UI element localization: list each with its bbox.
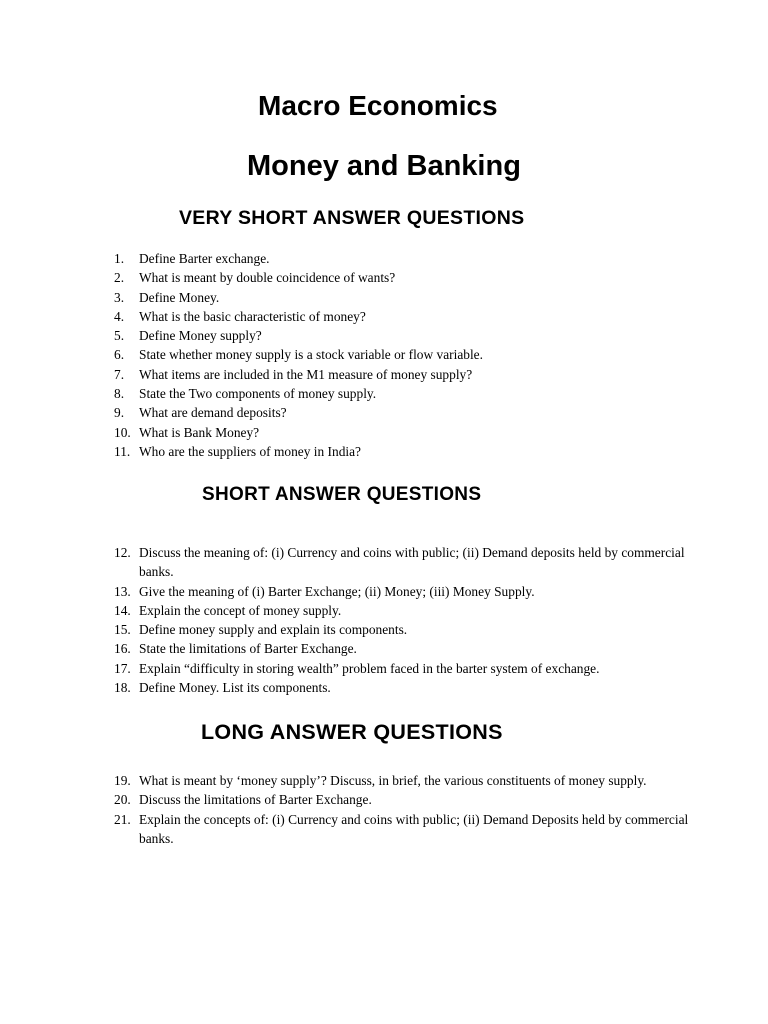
question-number: 12.: [114, 545, 131, 560]
question-item: [114, 678, 694, 697]
question-number: 1.: [114, 251, 125, 266]
question-number: 9.: [114, 405, 125, 421]
question-list-very-short: [114, 249, 694, 461]
question-item: [114, 345, 694, 364]
question-item: [114, 582, 694, 601]
question-number: 21.: [114, 811, 131, 827]
question-text: Define Money supply?: [139, 328, 262, 344]
question-list-short: [114, 543, 694, 697]
question-number: 16.: [114, 641, 131, 657]
question-item: [114, 620, 694, 639]
document-subtitle: Money and Banking: [247, 150, 521, 182]
question-number: 2.: [114, 270, 125, 286]
question-item: [114, 659, 694, 678]
question-number: 18.: [114, 680, 131, 696]
question-text: State the Two components of money supply.: [139, 386, 377, 402]
question-number: 5.: [114, 328, 125, 344]
question-item: [114, 403, 694, 422]
question-text: Define money supply and explain its components.: [139, 622, 408, 638]
question-number: 19.: [114, 773, 131, 788]
section-heading-long: LONG ANSWER QUESTIONS: [201, 720, 503, 744]
question-item: [114, 771, 694, 790]
question-number: 15.: [114, 622, 131, 638]
question-text: What is the basic characteristic of money?: [139, 308, 366, 324]
question-text: What is meant by ‘money supply’? Discuss, in brief, the various constituents of money supply.: [139, 773, 647, 788]
question-number: 6.: [114, 347, 125, 363]
question-item: [114, 268, 694, 287]
question-number: 17.: [114, 660, 131, 676]
question-text: Give the meaning of (i) Barter Exchange; (ii) Money; (iii) Money Supply.: [139, 583, 535, 599]
question-number: 3.: [114, 289, 125, 305]
question-item: [114, 326, 694, 345]
question-item: [114, 365, 694, 384]
question-item: [114, 384, 694, 403]
question-number: 20.: [114, 792, 131, 808]
question-number: 4.: [114, 308, 125, 324]
question-item: [114, 543, 694, 582]
question-text: What are demand deposits?: [139, 405, 287, 421]
question-number: 14.: [114, 602, 131, 618]
question-text: Explain the concepts of: (i) Currency and coins with public; (ii) Demand Deposits held by commercial banks.: [139, 811, 689, 846]
question-text: State the limitations of Barter Exchange.: [139, 641, 357, 657]
section-heading-short: SHORT ANSWER QUESTIONS: [202, 484, 482, 505]
question-item: [114, 288, 694, 307]
question-number: 7.: [114, 366, 125, 382]
question-list-long: [114, 771, 694, 848]
question-number: 10.: [114, 424, 131, 440]
question-text: Explain the concept of money supply.: [139, 602, 342, 618]
question-item: [114, 790, 694, 809]
question-number: 8.: [114, 386, 125, 402]
question-text: Who are the suppliers of money in India?: [139, 443, 361, 459]
question-text: Discuss the meaning of: (i) Currency and coins with public; (ii) Demand deposits held by commercial banks.: [139, 545, 685, 580]
question-text: What items are included in the M1 measure of money supply?: [139, 366, 473, 382]
question-item: [114, 249, 694, 268]
question-item: [114, 423, 694, 442]
question-text: State whether money supply is a stock variable or flow variable.: [139, 347, 483, 363]
question-text: Define Money.: [139, 289, 220, 305]
question-text: Discuss the limitations of Barter Exchange.: [139, 792, 372, 808]
section-heading-very-short: VERY SHORT ANSWER QUESTIONS: [179, 207, 525, 229]
document-title: Macro Economics: [258, 90, 498, 121]
question-text: Define Barter exchange.: [139, 251, 270, 266]
question-text: Explain “difficulty in storing wealth” problem faced in the barter system of exchange.: [139, 660, 600, 676]
question-number: 11.: [114, 443, 131, 459]
question-number: 13.: [114, 583, 131, 599]
question-text: What is Bank Money?: [139, 424, 260, 440]
question-text: Define Money. List its components.: [139, 680, 331, 696]
question-item: [114, 639, 694, 658]
question-text: What is meant by double coincidence of wants?: [139, 270, 396, 286]
question-item: [114, 810, 694, 849]
question-item: [114, 601, 694, 620]
question-item: [114, 307, 694, 326]
question-item: [114, 442, 694, 461]
